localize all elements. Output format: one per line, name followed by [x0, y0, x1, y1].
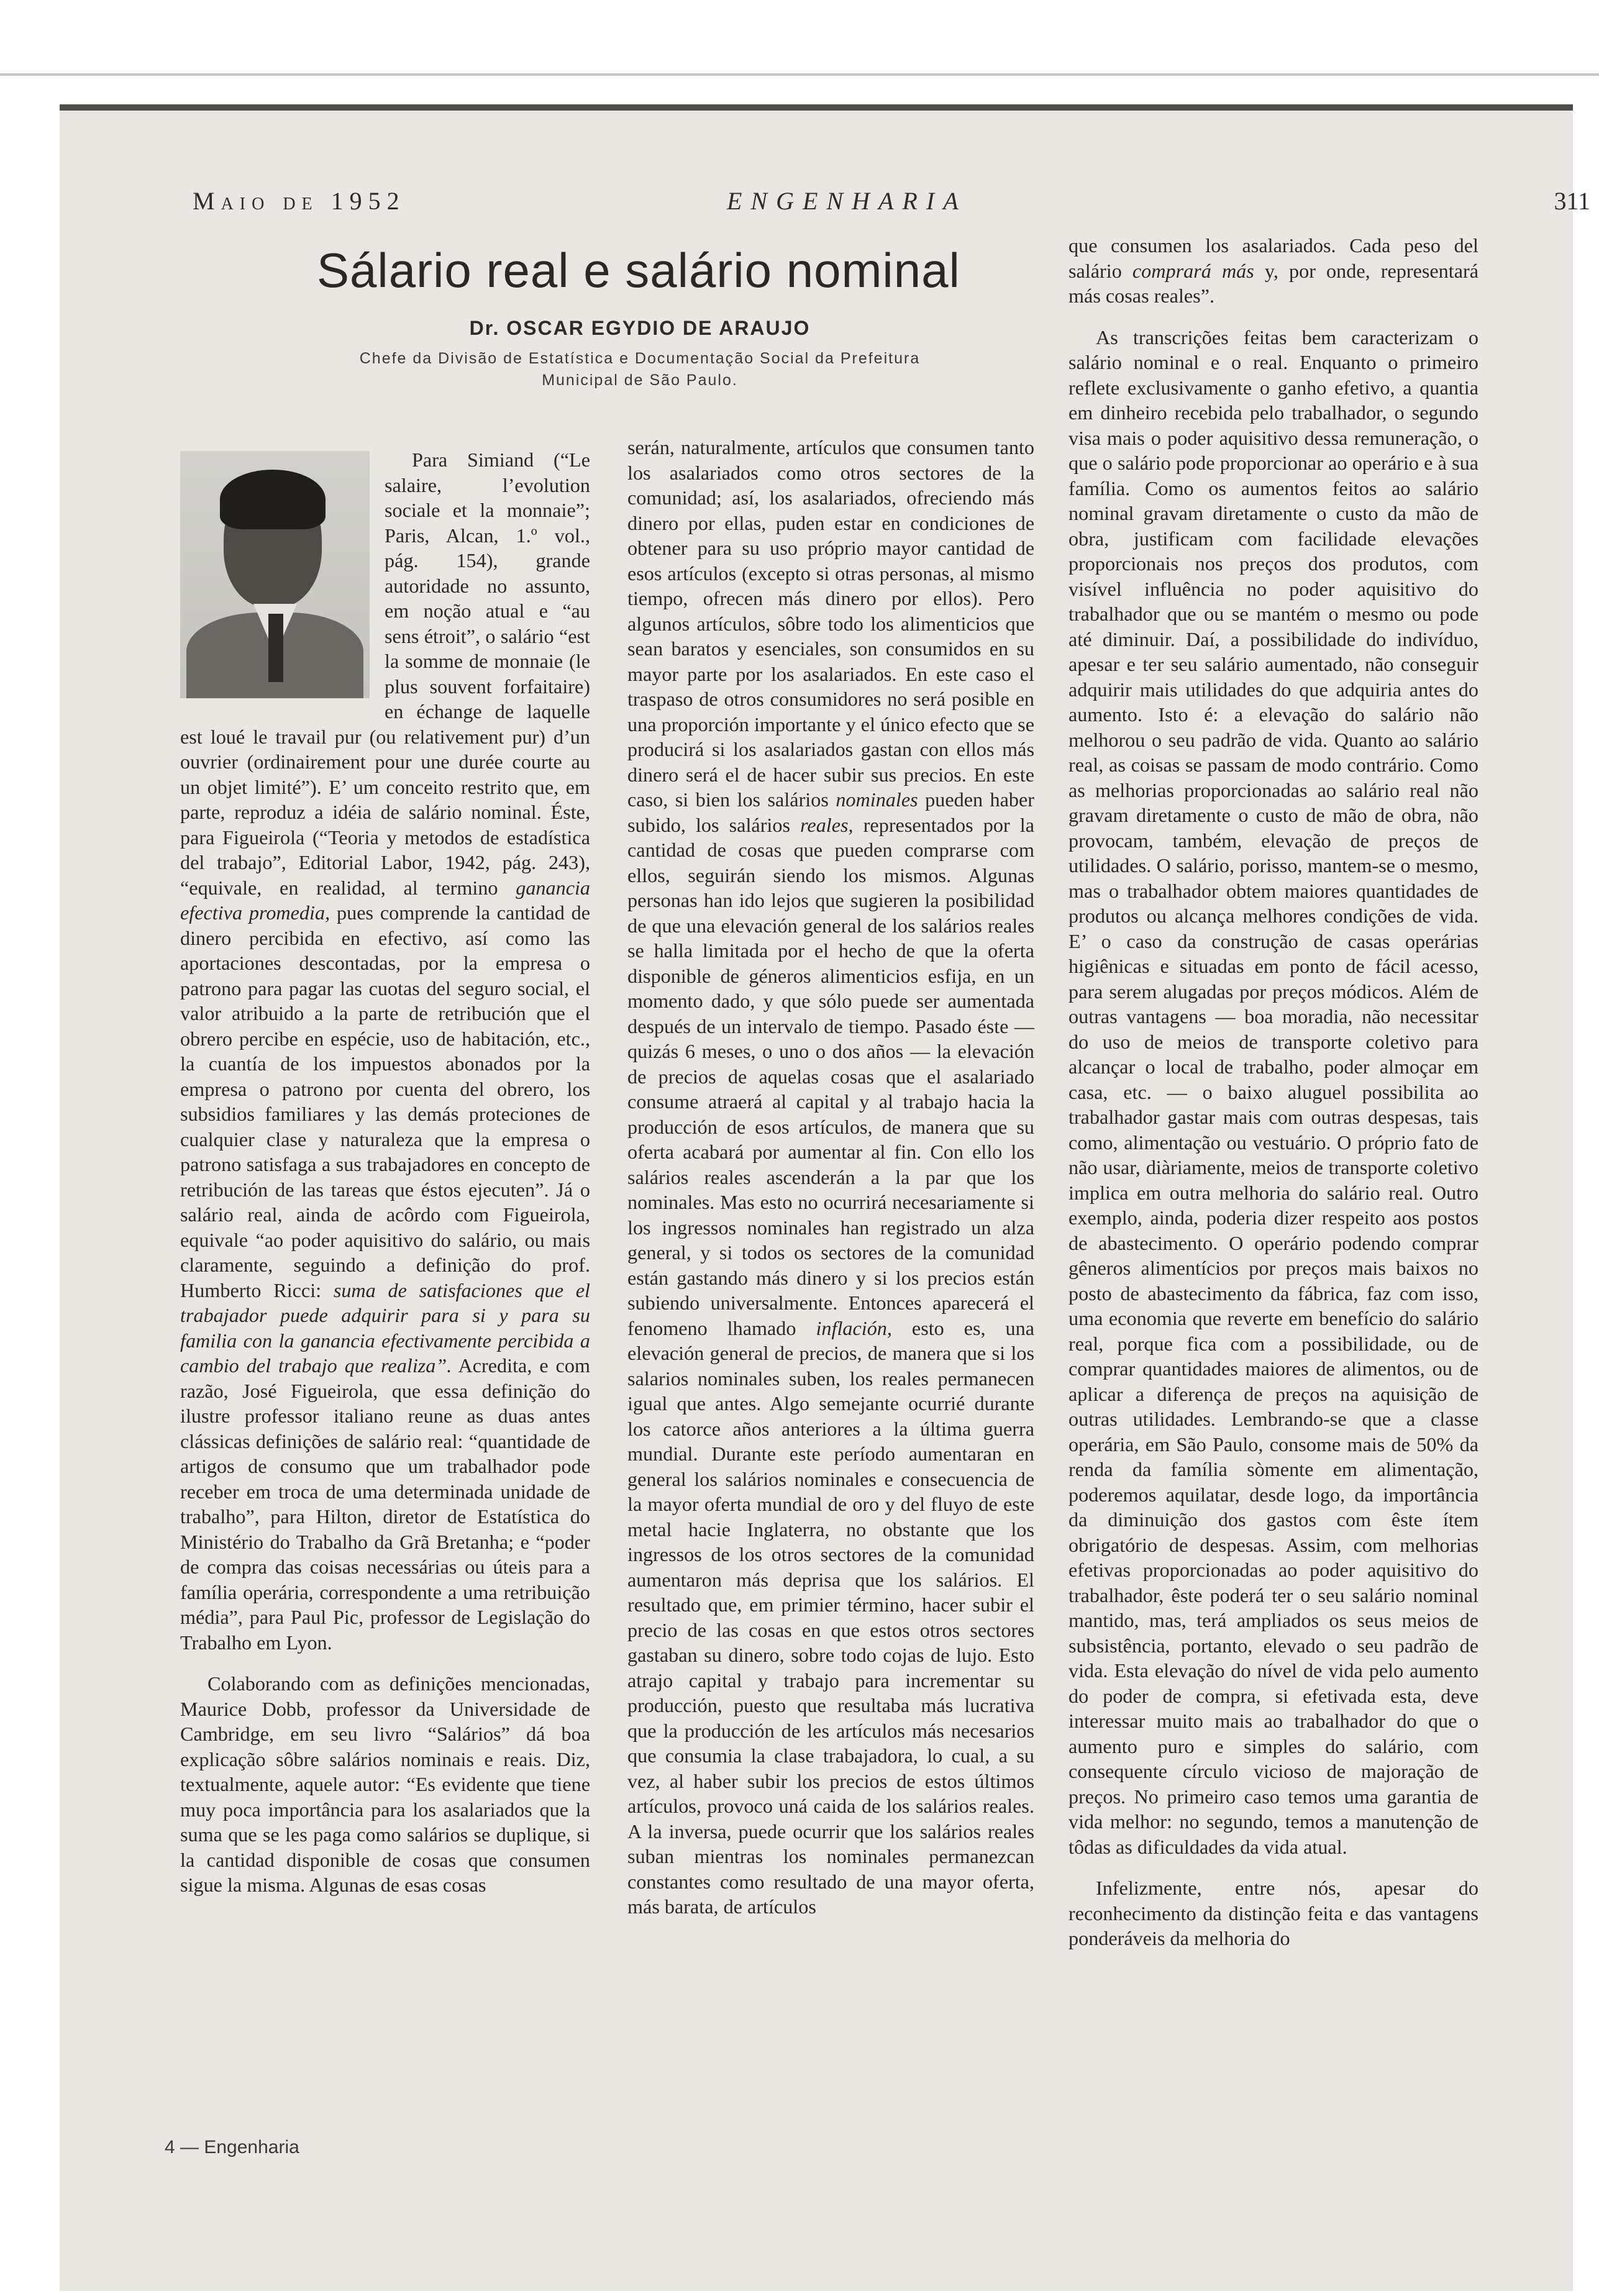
column-1 — [180, 447, 590, 1914]
paragraph-text: que consumen los asalariados. Cada peso del salário — [1068, 234, 1478, 282]
paragraph: Infelizmente, entre nós, apesar do reconhecimento da distinção feita e das vantagens ponderáveis da melhoria do — [1068, 1877, 1478, 1949]
paragraph — [627, 435, 1034, 1920]
italic-quote: suma de satisfaciones que el trabajador puede adquirir para si y para su familia con la ganancia efectivamente percibida a cambio del trabajo que realiza”. — [180, 1278, 590, 1377]
paragraph-text: y, por onde, representará más cosas reales”. — [1068, 259, 1478, 307]
italic-term: comprará más — [1132, 259, 1254, 282]
scan-top-edge — [0, 0, 1599, 76]
header-page-number: 311 — [1554, 187, 1590, 215]
header-date: Maio de 1952 — [193, 187, 406, 215]
italic-term: reales, — [800, 813, 854, 836]
running-header — [193, 186, 1590, 224]
article-title: Sálario real e salário nominal — [317, 243, 960, 298]
column-3 — [1068, 233, 1478, 1967]
paragraph: As transcrições feitas bem caracterizam o salário nominal e o real. Enquanto o primeiro reflete exclusivamente o ganho efetivo, a quantia em dinheiro recebida pelo trabalhador, o segundo visa mais o poder aquisitivo dessa remuneração, o que o salário pode proporcionar ao operário e à sua família. Como os aumentos feitos ao salário nominal gravam diretamente o custo da mão de obra, justificam com facilidade elevações proporcionais nos preços dos produtos, com visível influência no poder aquisitivo do trabalhador que ou se mantém o mesmo ou pode até diminuir. Daí, a possibilidade do indivíduo, apesar e ter seu salário aumentado, não conseguir adquirir mais utilidades do que adquiria antes do aumento. Isto é: a elevação do salário não melhorou o seu padrão de vida. Quanto ao salário real, as coisas se passam de modo contrário. Como as melhorias proporcionadas ao salário real não gravam diretamente o custo de mão de obra, não provocam, também, elevação de preços de utilidades. O salário, porisso, mantem-se o mesmo, mas o trabalhador obtem maiores quantidades de produtos ou alcança melhores condições de vida. E’ o caso da construção de casas operárias higiênicas e situadas em ponto de fácil acesso, para serem alugadas por preços módicos. Além de outras vantagens — boa moradia, não necessitar do uso de meios de transporte coletivo para alcançar o local de trabalho, poder almoçar em casa, etc. — o baixo aluguel possibilita ao trabalhador gastar mais com outras despesas, tais como, alimentação ou vestuário. O próprio fato de não usar, diàriamente, meios de transporte coletivo implica em outra melhoria do salário real. Outro exemplo, ainda, poderia dizer respeito aos postos de abastecimento. O operário podendo comprar gêneros alimentícios por preços mais baixos no posto de abastecimento da fábrica, faz com isso, uma economia que reverte em benefício do salário real, porque fica com a possibilidade, ou de comprar quantidades maiores de alimentos, ou de aplicar a diferença de preços na aquisição de outras utilidades. Lembrando-se que a classe operária, em São Paulo, consome mais de 50% da renda da família sòmente em alimentação, poderemos aquilatar, desde logo, da importância da diminuição dos gastos com êste ítem obrigatório de despesas. Assim, com melhorias efetivas proporcionadas ao poder aquisitivo do trabalhador, êste poderá ter o seu salário nominal mantido, mas, terá ampliados os seus meios de subsistência, portanto, elevado o seu padrão de vida. Esta elevação do nível de vida pelo aumento do poder de compra, si efetivada esta, deve interessar muito mais ao trabalhador do que o aumento puro e simples do salário, com consequente círculo vicioso de majoração de preços. No primeiro caso temos uma garantia de vida melhor: no segundo, temos a manutenção de tôdas as dificuldades da vida atual. — [1068, 326, 1478, 1858]
italic-term: inflación, — [816, 1316, 892, 1339]
paragraph-text: pueden haber subido, los salários — [627, 788, 1035, 836]
italic-term: ganancia efectiva promedia, — [180, 876, 591, 924]
italic-term: nominales — [836, 788, 918, 811]
paragraph-text: Acredita, e com razão, José Figueirola, que essa definição do ilustre professor italiano reune as duas antes clássicas definições de salário real: “quantidade de artigos de consumo que um trabalhador pode receber em troca de uma determinada unidade de trabalho”, para Hilton, diretor de Estatística do Ministério do Trabalho da Grã Bretanha; e “poder de compra das coisas necessárias ou úteis para a família operária, correspondente a uma retribuição média”, para Paul Pic, professor de Legislação do Trabalho em Lyon. — [180, 1354, 590, 1654]
paragraph-text: representados por la cantidad de cosas que pueden comprarse com ellos, seguirán siendo los mismos. Algunas personas han ido lejos que sugieren la posibilidad de que una elevación general de los salários reales se halla limitada por el hecho de que la oferta disponible de géneros alimenticios esfija, en un momento dado, y que sólo puede ser aumentada después de un intervalo de tiempo. Pasado éste — quizás 6 meses, o uno o dos años — la elevación de precios de aquelas cosas que el asalariado consume atraerá al capital y al trabajo hacia la producción de esos artículos, de manera que su oferta acabará por aumentar al fin. Con ello los salários reales ascenderán a la par que los nominales. Mas esto no ocurrirá necesariamente si los ingressos nominales han registrado un alza general, y si todos os sectores de la comunidad están gastando más dinero y si los precios están subiendo universalmente. Entonces aparecerá el fenomeno lhamado — [627, 813, 1035, 1339]
portrait-hair — [220, 470, 326, 529]
paragraph — [1068, 233, 1478, 309]
paragraph-text: pues comprende la cantidad de dinero percibida en efectivo, así como las aportaciones descontadas, por la empresa o patrono para pagar las cuotas del seguro social, el valor atribuido a la parte de retribución que el obrero percibe en espécie, uso de habitación, etc., la cuantía de los impuestos abonados por la empresa o patrono por cuenta del obrero, los subsidios familiares y las demás proteciones de cualquier clase y naturaleza que la empresa o patrono satisfaga a sus trabajadores en concepto de retribución de las tareas que éstos ejecuten”. Já o salário real, ainda de acôrdo com Figueirola, equivale “ao poder aquisitivo do salário, ou mais claramente, seguindo a definição do prof. Humberto Ricci: — [180, 901, 591, 1301]
column-2 — [627, 435, 1034, 1936]
paragraph-text: Para Simiand (“Le salaire, l’evolution sociale et la monnaie”; Paris, Alcan, 1.º vol., pág. 154), grande autoridade no assunto, em noção atual e “au sens étroit”, o salário “est la somme de monnaie (le plus souvent forfaitaire) en échange de laquelle est loué le travail pur (ou relativement pur) d’un ouvrier (ordinairement pour une durée courte au un objet limité”). E’ um conceito restrito que, em parte, reproduz a idéia de salário nominal. Éste, para Figueirola (“Teoria y metodos de estadística del trabajo”, Editorial Labor, 1942, pág. 243), “equivale, en realidad, al termino — [180, 449, 590, 899]
paragraph-text: serán, naturalmente, artículos que consumen tanto los asalariados como otros sectores de la comunidad; así, los asalariados, ofreciendo más dinero por ellas, puden estar en condiciones de obtener para su uso próprio mayor cantidad de esos artículos (excepto si otras personas, al mismo tiempo, ofrecen más dinero por ellos). Pero algunos artículos, sôbre todo los alimenticios que sean baratos y esenciales, son consumidos en su mayor parte por los asalariados. En este caso el traspaso de otros consumidores no será posible en una proporción importante y el único efecto que se producirá si los asalariados gastan con ellos más dinero será el de hacer subir sus precios. En este caso, si bien los salários — [627, 436, 1034, 811]
author-byline: Dr. OSCAR EGYDIO DE ARAUJO — [469, 317, 811, 339]
paragraph-text: esto es, una elevación general de precios, de manera que si los salarios nominales suben, los reales permanecen igual que antes. Algo semejante ocurrié durante los catorce años anteriores a la última guerra mundial. Durante este período aumentaran en general los salários nominales e consecuencia de la mayor oferta mundial de oro y del fluyo de este metal hacie Inglaterra, no obstante que los ingressos de los otros sectores de la comunidad aumentaron más deprisa que los salários. El resultado que, em primier término, hacer subir el precio de las cosas en que estos otros sectores gastaban su dinero, sobre todo cojas de lujo. Esto atrajo capital y trabajo para incrementar su producción, puesto que resultaba más lucrativa que la producción de les artículos más necesarios que consumia la clase trabajadora, lo cual, a su vez, al haber subir los precios de estos últimos artículos, provoco uná caida de los salários reales. A la inversa, puede ocurrir que los salários reales suban mientras los nominales permanezcan constantes como resultado de una mayor oferta, más barata, de artículos — [627, 1316, 1035, 1918]
paragraph: Colaborando com as definições mencionadas, Maurice Dobb, professor da Universidade de Cambridge, em seu livro “Salários” dá boa explicação sôbre salários nominais e reais. Diz, textualmente, aquele autor: “Es evidente que tiene muy poca importância para los asalariados que la suma que se les paga como salários se duplique, si la cantidad disponible de cosas que consumen sigue la misma. Algunas de esas cosas — [180, 1672, 590, 1896]
header-journal-name: ENGENHARIA — [727, 187, 967, 215]
author-affiliation: Chefe da Divisão de Estatística e Documentação Social da Prefeitura Municipal de São Paulo. — [359, 350, 921, 389]
page-footer: 4 — Engenharia — [165, 2137, 299, 2157]
paragraph — [180, 447, 590, 1655]
author-portrait-photo — [180, 451, 370, 698]
portrait-tie — [268, 614, 283, 682]
